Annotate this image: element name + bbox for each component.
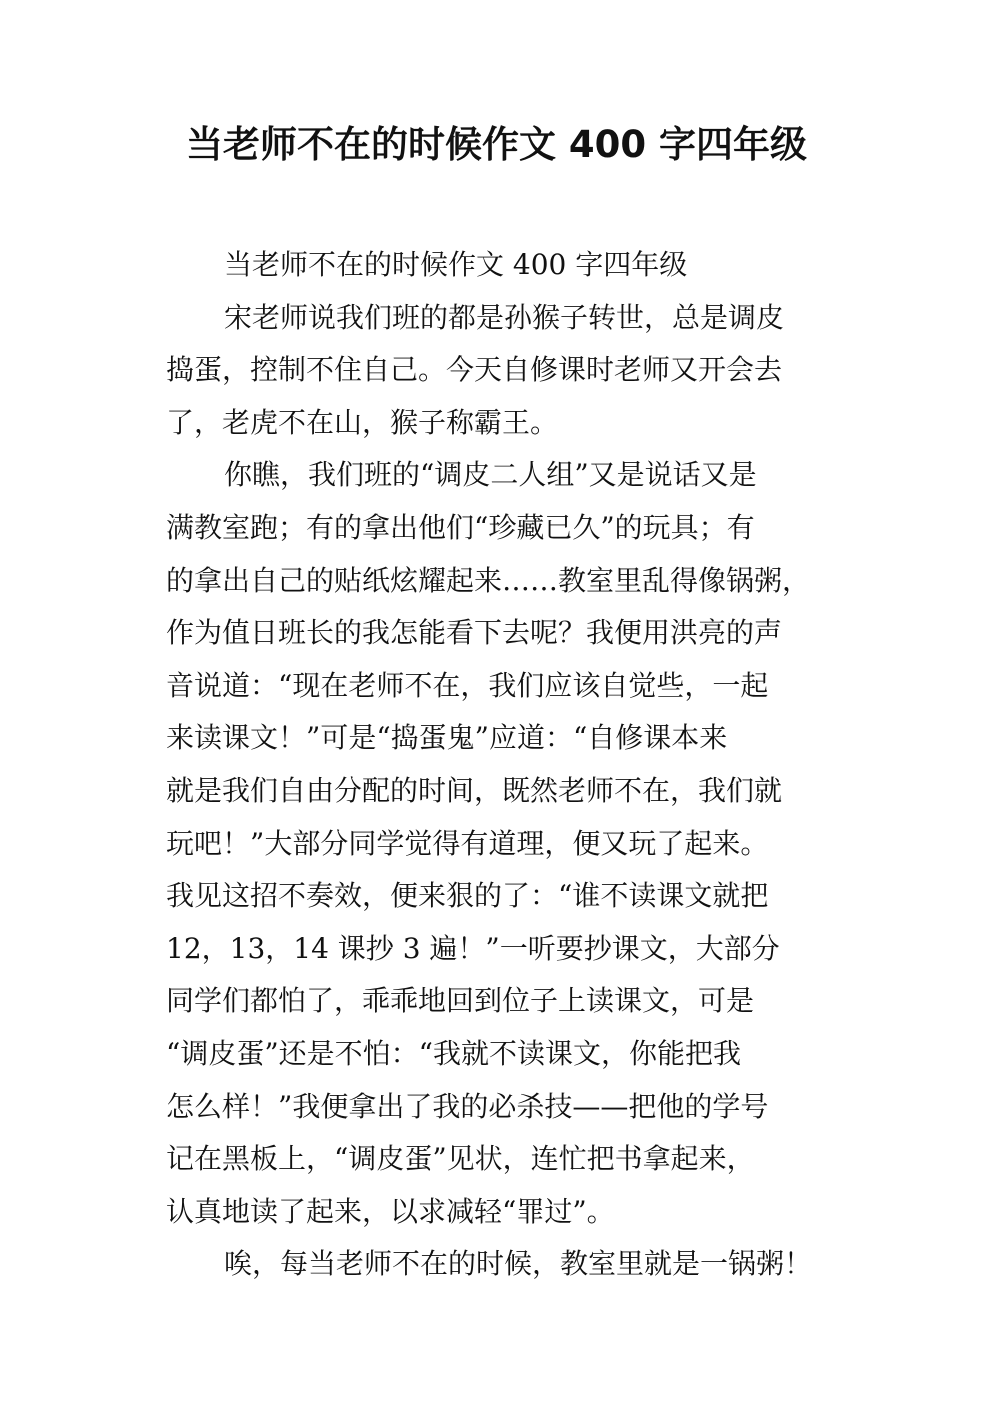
body-line: 捣蛋，控制不住自己。今天自修课时老师又开会去 xyxy=(166,353,783,387)
body-line: 的拿出自己的贴纸炫耀起来……教室里乱得像锅粥， xyxy=(166,563,811,597)
essay-body xyxy=(166,239,846,1291)
body-line: 12，13，14 课抄 3 遍！”一听要抄课文，大部分 xyxy=(166,931,780,965)
body-line: 我见这招不奏效，便来狠的了：“谁不读课文就把 xyxy=(166,879,769,913)
document-title: 当老师不在的时候作文 400 字四年级 xyxy=(186,123,807,166)
body-line: 认真地读了起来，以求减轻“罪过”。 xyxy=(166,1194,615,1228)
body-line-subtitle: 当老师不在的时候作文 400 字四年级 xyxy=(224,248,688,281)
body-line: 唉，每当老师不在的时候，教室里就是一锅粥！ xyxy=(224,1247,813,1281)
body-line: 宋老师说我们班的都是孙猴子转世，总是调皮 xyxy=(224,300,785,334)
body-line: 满教室跑；有的拿出他们“珍藏已久”的玩具；有 xyxy=(166,510,755,544)
body-line: 玩吧！”大部分同学觉得有道理，便又玩了起来。 xyxy=(166,826,769,860)
body-line: 怎么样！”我便拿出了我的必杀技——把他的学号 xyxy=(166,1089,769,1123)
body-line: 作为值日班长的我怎能看下去呢？我便用洪亮的声 xyxy=(166,616,783,650)
body-line: “调皮蛋”还是不怕：“我就不读课文，你能把我 xyxy=(166,1036,741,1070)
body-line: 就是我们自由分配的时间，既然老师不在，我们就 xyxy=(166,773,783,807)
body-line: 同学们都怕了，乖乖地回到位子上读课文，可是 xyxy=(166,984,755,1018)
body-line: 了，老虎不在山，猴子称霸王。 xyxy=(166,405,559,439)
body-line: 来读课文！”可是“捣蛋鬼”应道：“自修课本来 xyxy=(166,721,728,755)
body-line: 你瞧，我们班的“调皮二人组”又是说话又是 xyxy=(224,458,757,492)
body-line: 音说道：“现在老师不在，我们应该自觉些，一起 xyxy=(166,668,769,702)
body-line: 记在黑板上，“调皮蛋”见状，连忙把书拿起来， xyxy=(166,1142,755,1176)
